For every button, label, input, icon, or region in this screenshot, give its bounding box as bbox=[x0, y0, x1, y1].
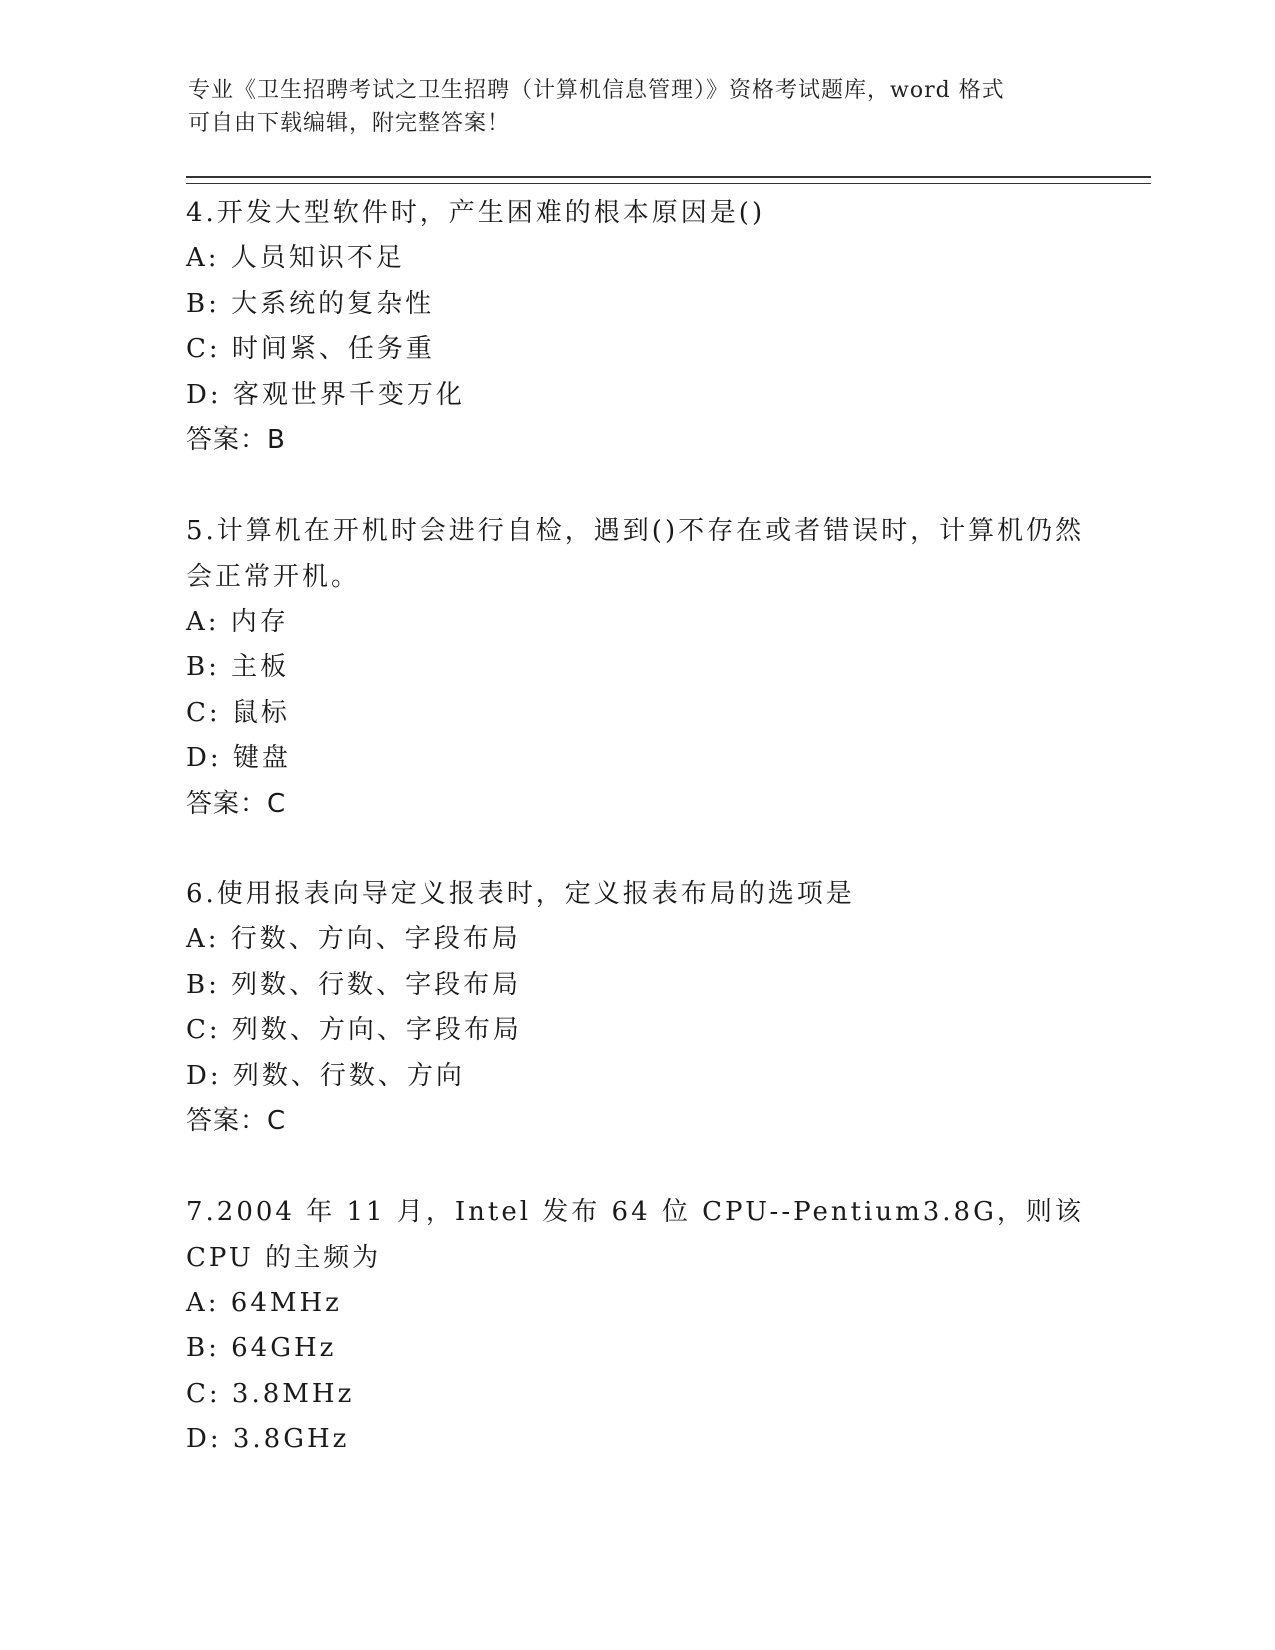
question-7 bbox=[186, 1189, 1086, 1463]
question-5 bbox=[186, 508, 1086, 828]
question-stem: 6.使用报表向导定义报表时，定义报表布局的选项是 bbox=[186, 879, 855, 909]
question-stem: 4.开发大型软件时，产生困难的根本原因是() bbox=[186, 198, 766, 228]
option-a: A: 内存 bbox=[186, 606, 289, 637]
document-intro bbox=[188, 74, 1068, 140]
option-d: D: 键盘 bbox=[186, 743, 291, 773]
option-d: D: 3.8GHz bbox=[186, 1424, 350, 1454]
option-c: C: 3.8MHz bbox=[186, 1378, 355, 1409]
header-divider bbox=[186, 176, 1151, 184]
option-c: C: 时间紧、任务重 bbox=[186, 334, 435, 364]
intro-line-2: 可自由下载编辑，附完整答案！ bbox=[188, 111, 511, 136]
question-4 bbox=[186, 190, 1086, 464]
intro-line-1: 专业《卫生招聘考试之卫生招聘（计算机信息管理）》资格考试题库，word 格式 bbox=[188, 78, 1005, 103]
answer-label: 答案：C bbox=[186, 1106, 287, 1136]
option-b: B: 64GHz bbox=[186, 1333, 337, 1363]
answer-label: 答案：C bbox=[186, 788, 287, 819]
question-stem: 5.计算机在开机时会进行自检，遇到()不存在或者错误时，计算机仍然会正常开机。 bbox=[186, 515, 1085, 592]
answer-label: 答案：B bbox=[186, 425, 286, 455]
option-b: B: 列数、行数、字段布局 bbox=[186, 969, 522, 1000]
option-a: A: 人员知识不足 bbox=[186, 243, 405, 273]
option-a: A: 64MHz bbox=[186, 1287, 342, 1318]
option-c: C: 列数、方向、字段布局 bbox=[186, 1015, 522, 1045]
option-d: D: 客观世界千变万化 bbox=[186, 379, 465, 410]
question-list bbox=[186, 190, 1086, 1507]
option-d: D: 列数、行数、方向 bbox=[186, 1060, 465, 1091]
option-b: B: 主板 bbox=[186, 652, 290, 682]
option-c: C: 鼠标 bbox=[186, 697, 290, 728]
question-stem: 7.2004 年 11 月，Intel 发布 64 位 CPU--Pentium3.8G，则该 CPU 的主频为 bbox=[186, 1196, 1084, 1273]
option-b: B: 大系统的复杂性 bbox=[186, 288, 435, 319]
option-a: A: 行数、方向、字段布局 bbox=[186, 924, 521, 954]
question-6 bbox=[186, 871, 1086, 1145]
